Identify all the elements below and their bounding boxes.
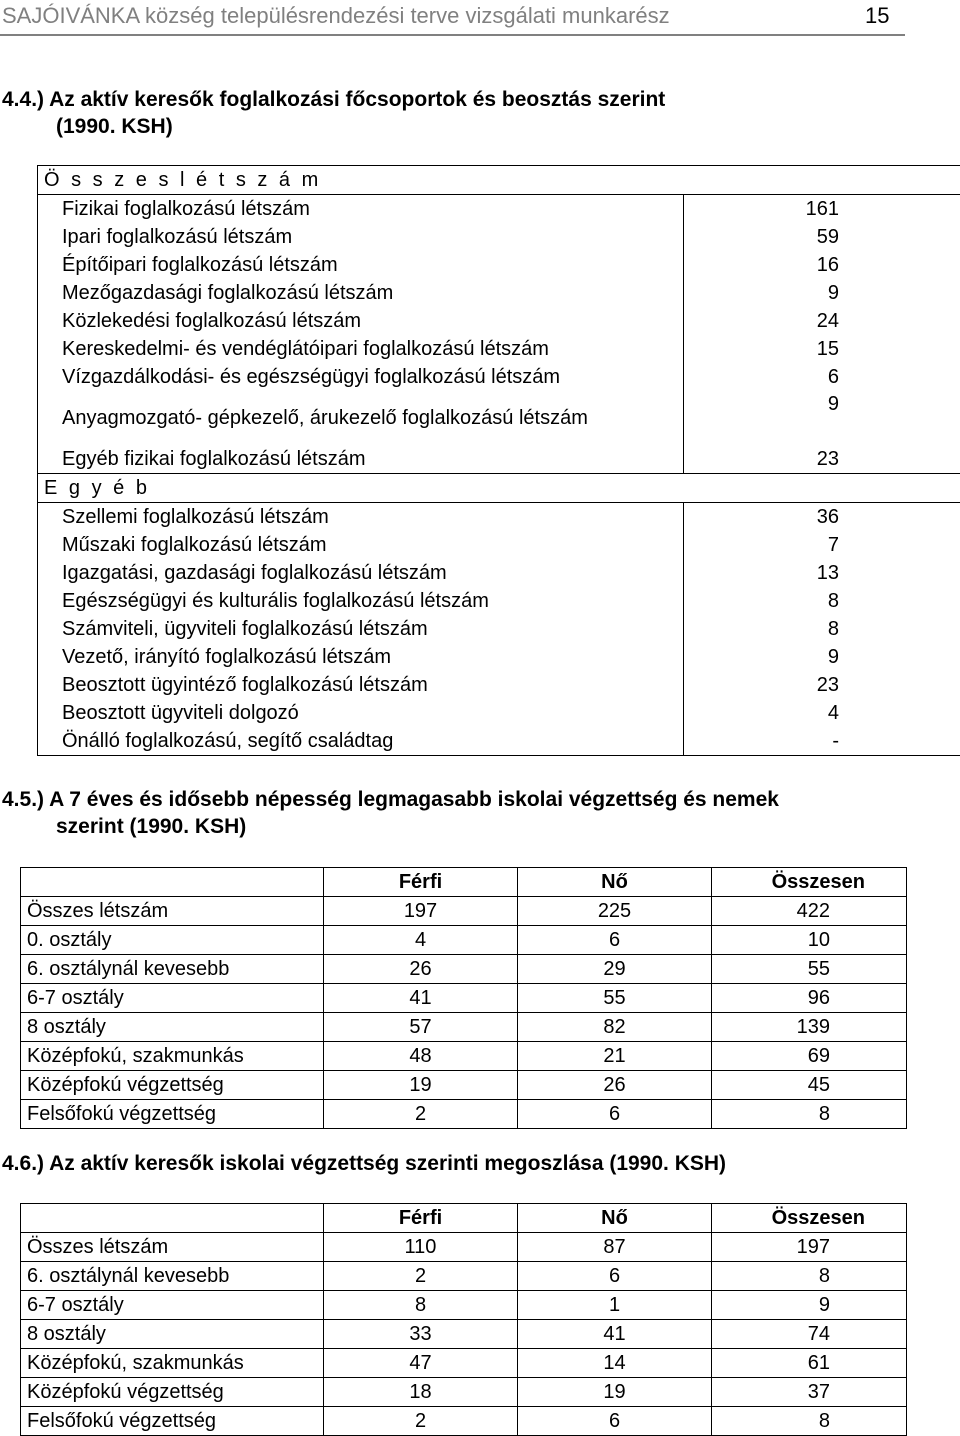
cell-no: 26: [518, 1071, 712, 1100]
cell-ferfi: 4: [324, 926, 518, 955]
row-label: 6-7 osztály: [21, 984, 324, 1013]
table-row: [21, 926, 907, 955]
cell-osszesen: 8: [712, 1262, 907, 1291]
section-title-line: 4.6.) Az aktív keresők iskolai végzettség szerinti megoszlása (1990. KSH): [2, 1152, 726, 1175]
table-row: [21, 1349, 907, 1378]
row-label: Kereskedelmi- és vendéglátóipari foglalkozású létszám: [38, 335, 684, 363]
row-label: Középfokú végzettség: [21, 1071, 324, 1100]
row-value: 59: [684, 223, 960, 251]
row-value: 16: [684, 251, 960, 279]
cell-ferfi: 26: [324, 955, 518, 984]
cell-osszesen: 45: [712, 1071, 907, 1100]
row-value: 24: [684, 307, 960, 335]
table-row: [21, 1233, 907, 1262]
header-blank-cell: [21, 1204, 324, 1233]
cell-ferfi: 41: [324, 984, 518, 1013]
row-value: 36: [684, 503, 960, 532]
page-header: [0, 0, 905, 36]
section-4-5-title: [2, 786, 779, 840]
section-title-line: (1990. KSH): [2, 113, 665, 140]
col-header-no: Nő: [518, 1204, 712, 1233]
cell-ferfi: 19: [324, 1071, 518, 1100]
table-row: [21, 1071, 907, 1100]
row-value: 13: [684, 559, 960, 587]
row-value: 8: [684, 587, 960, 615]
cell-ferfi: 110: [324, 1233, 518, 1262]
row-value: 7: [684, 531, 960, 559]
cell-no: 6: [518, 1407, 712, 1436]
cell-no: 21: [518, 1042, 712, 1071]
cell-osszesen: 37: [712, 1378, 907, 1407]
table-row: [21, 1013, 907, 1042]
cell-osszesen: 9: [712, 1291, 907, 1320]
col-header-osszesen: Összesen: [712, 868, 907, 897]
cell-osszesen: 139: [712, 1013, 907, 1042]
cell-ferfi: 33: [324, 1320, 518, 1349]
cell-no: 29: [518, 955, 712, 984]
row-label: 8 osztály: [21, 1013, 324, 1042]
cell-ferfi: 2: [324, 1262, 518, 1291]
row-label: Vízgazdálkodási- és egészségügyi foglalkozású létszám: [38, 363, 684, 391]
table-row: [21, 1100, 907, 1129]
row-label: Anyagmozgató- gépkezelő, árukezelő foglalkozású létszám: [38, 391, 684, 445]
row-label: 6. osztálynál kevesebb: [21, 1262, 324, 1291]
table-row: [21, 897, 907, 926]
row-value: 161: [684, 195, 960, 224]
table-row: [21, 984, 907, 1013]
row-label: Középfokú, szakmunkás: [21, 1349, 324, 1378]
row-label: 6-7 osztály: [21, 1291, 324, 1320]
col-header-osszesen: Összesen: [712, 1204, 907, 1233]
active-earners-education-table: [20, 1203, 907, 1436]
cell-no: 6: [518, 926, 712, 955]
table-row: [21, 1042, 907, 1071]
table-row: [21, 1378, 907, 1407]
row-value: 4: [684, 699, 960, 727]
cell-osszesen: 55: [712, 955, 907, 984]
row-value: 15: [684, 335, 960, 363]
row-value: 23: [684, 671, 960, 699]
row-value: 9: [684, 279, 960, 307]
cell-osszesen: 422: [712, 897, 907, 926]
cell-ferfi: 57: [324, 1013, 518, 1042]
cell-ferfi: 47: [324, 1349, 518, 1378]
row-value: -: [684, 727, 960, 756]
cell-no: 87: [518, 1233, 712, 1262]
cell-no: 82: [518, 1013, 712, 1042]
cell-ferfi: 18: [324, 1378, 518, 1407]
row-label: Önálló foglalkozású, segítő családtag: [38, 727, 684, 756]
cell-ferfi: 197: [324, 897, 518, 926]
page-number: 15: [865, 3, 889, 29]
cell-osszesen: 8: [712, 1100, 907, 1129]
row-value: 23: [684, 445, 960, 474]
row-label: Szellemi foglalkozású létszám: [38, 503, 684, 532]
row-value: 9: [684, 391, 960, 445]
row-label: Felsőfokú végzettség: [21, 1100, 324, 1129]
row-label: Közlekedési foglalkozású létszám: [38, 307, 684, 335]
section-title-line: 4.5.) A 7 éves és idősebb népesség legmagasabb iskolai végzettség és nemek: [2, 788, 779, 811]
cell-osszesen: 61: [712, 1349, 907, 1378]
col-header-ferfi: Férfi: [324, 1204, 518, 1233]
cell-osszesen: 96: [712, 984, 907, 1013]
row-label: Fizikai foglalkozású létszám: [38, 195, 684, 224]
row-label: Középfokú végzettség: [21, 1378, 324, 1407]
table-row: [21, 1262, 907, 1291]
row-label: 6. osztálynál kevesebb: [21, 955, 324, 984]
row-label: Felsőfokú végzettség: [21, 1407, 324, 1436]
row-label: 8 osztály: [21, 1320, 324, 1349]
row-label: Egyéb fizikai foglalkozású létszám: [38, 445, 684, 474]
row-label: Összes létszám: [21, 1233, 324, 1262]
cell-no: 6: [518, 1100, 712, 1129]
section-4-4-title: [2, 86, 665, 140]
group-total-label: Ö s s z e s l é t s z á m: [38, 166, 960, 195]
cell-no: 41: [518, 1320, 712, 1349]
row-label: Középfokú, szakmunkás: [21, 1042, 324, 1071]
cell-osszesen: 10: [712, 926, 907, 955]
education-population-table: [20, 867, 907, 1129]
row-label: Mezőgazdasági foglalkozású létszám: [38, 279, 684, 307]
table-row: [21, 1320, 907, 1349]
document-title: SAJÓIVÁNKA község településrendezési terve vizsgálati munkarész: [2, 3, 670, 29]
cell-ferfi: 8: [324, 1291, 518, 1320]
cell-ferfi: 2: [324, 1407, 518, 1436]
cell-no: 225: [518, 897, 712, 926]
header-blank-cell: [21, 868, 324, 897]
cell-osszesen: 74: [712, 1320, 907, 1349]
table-row: [21, 1291, 907, 1320]
cell-osszesen: 8: [712, 1407, 907, 1436]
occupation-table: [37, 165, 960, 756]
cell-no: 14: [518, 1349, 712, 1378]
cell-ferfi: 2: [324, 1100, 518, 1129]
row-label: Műszaki foglalkozású létszám: [38, 531, 684, 559]
cell-ferfi: 48: [324, 1042, 518, 1071]
row-label: Egészségügyi és kulturális foglalkozású létszám: [38, 587, 684, 615]
cell-osszesen: 69: [712, 1042, 907, 1071]
group-other-label: E g y é b: [38, 474, 960, 503]
table-row: [21, 1407, 907, 1436]
row-label: Számviteli, ügyviteli foglalkozású létszám: [38, 615, 684, 643]
row-label: Ipari foglalkozású létszám: [38, 223, 684, 251]
col-header-no: Nő: [518, 868, 712, 897]
row-label: Beosztott ügyviteli dolgozó: [38, 699, 684, 727]
cell-osszesen: 197: [712, 1233, 907, 1262]
row-value: 8: [684, 615, 960, 643]
cell-no: 6: [518, 1262, 712, 1291]
cell-no: 19: [518, 1378, 712, 1407]
row-label: Összes létszám: [21, 897, 324, 926]
row-label: Igazgatási, gazdasági foglalkozású létszám: [38, 559, 684, 587]
cell-no: 1: [518, 1291, 712, 1320]
row-label: 0. osztály: [21, 926, 324, 955]
section-4-6-title: [2, 1150, 726, 1177]
section-title-line: szerint (1990. KSH): [2, 813, 779, 840]
col-header-ferfi: Férfi: [324, 868, 518, 897]
table-row: [21, 955, 907, 984]
section-title-line: 4.4.) Az aktív keresők foglalkozási főcsoportok és beosztás szerint: [2, 88, 665, 111]
row-label: Vezető, irányító foglalkozású létszám: [38, 643, 684, 671]
row-value: 6: [684, 363, 960, 391]
row-label: Beosztott ügyintéző foglalkozású létszám: [38, 671, 684, 699]
row-label: Építőipari foglalkozású létszám: [38, 251, 684, 279]
row-value: 9: [684, 643, 960, 671]
cell-no: 55: [518, 984, 712, 1013]
